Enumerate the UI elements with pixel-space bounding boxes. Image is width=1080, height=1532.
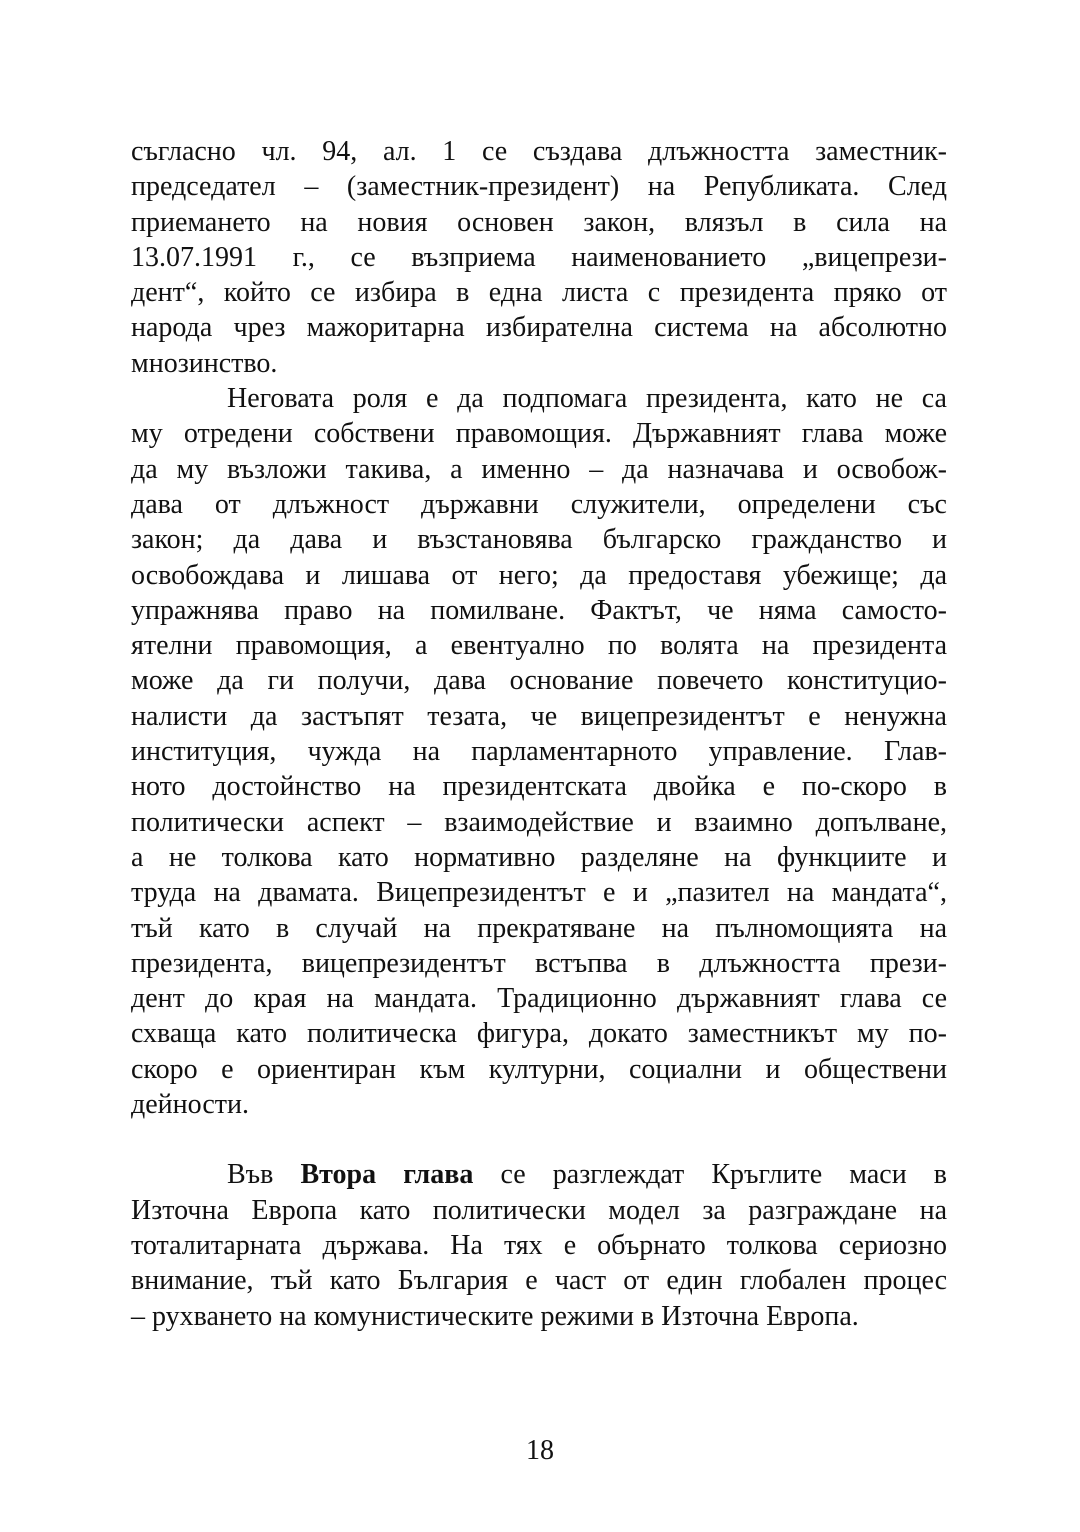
text-line: а не толкова като нормативно разделяне на функциите и <box>131 841 947 873</box>
text-line: дент до края на мандата. Традиционно държавният глава се <box>131 983 947 1015</box>
text-line: ното достойнство на президентската двойка е по-скоро в <box>131 771 947 803</box>
text-line: схваща като политическа фигура, докато заместникът му по- <box>131 1018 947 1050</box>
text-line: Неговата роля е да подпомага президента, като не са <box>227 383 947 415</box>
text-line: президента, вицепрезидентът встъпва в длъжността прези- <box>131 947 947 979</box>
text-line: мнозинство. <box>131 347 278 379</box>
chapter-reference: Втора глава <box>300 1159 474 1191</box>
text-line: 13.07.1991 г., се възприема наименованието „вицепрези- <box>131 241 947 273</box>
paragraph-2 <box>131 381 947 1122</box>
text-line: ятелни правомощия, а евентуално по волята на президента <box>131 630 947 662</box>
document-page <box>131 134 947 1334</box>
text-line: дава от длъжност държавни служители, определени със <box>131 488 947 520</box>
text-line: съгласно чл. 94, ал. 1 се създава длъжността заместник- <box>131 136 947 167</box>
text-line: закон; да дава и възстановява българско гражданство и <box>131 524 947 556</box>
text-line: упражнява право на помилване. Фактът, че няма самосто- <box>131 594 947 626</box>
text-run: се разглеждат Кръглите маси в <box>473 1159 948 1191</box>
text-line: налисти да застъпят тезата, че вицепрезидентът е ненужна <box>131 700 947 732</box>
text-line: народа чрез мажоритарна избирателна система на абсолютно <box>131 312 947 344</box>
text-line: приемането на новия основен закон, влязъл в сила на <box>131 206 947 238</box>
text-line: тоталитарната държава. На тях е обърнато толкова сериозно <box>131 1229 947 1261</box>
paragraph-1 <box>131 134 947 381</box>
text-line: председател – (заместник-президент) на Републиката. След <box>131 171 947 203</box>
text-line: може да ги получи, дава основание повечето конституцио- <box>131 665 947 697</box>
text-line: дейности. <box>131 1089 249 1121</box>
text-line: труда на двамата. Вицепрезидентът е и „пазител на мандата“, <box>131 877 947 909</box>
text-line: Източна Европа като политически модел за разграждане на <box>131 1194 947 1226</box>
text-line: внимание, тъй като България е част от един глобален процес <box>131 1265 947 1297</box>
text-line <box>131 1157 947 1192</box>
text-line: да му възложи такива, а именно – да назначава и освобож- <box>131 453 947 485</box>
page-number: 18 <box>526 1435 554 1466</box>
text-line: институция, чужда на парламентарното управление. Глав- <box>131 736 947 768</box>
text-line: – рухването на комунистическите режими в Източна Европа. <box>131 1300 859 1332</box>
paragraph-spacer <box>131 1122 947 1157</box>
text-line: тъй като в случай на прекратяване на пълномощията на <box>131 912 947 944</box>
text-run: Във <box>227 1159 301 1191</box>
text-line: скоро е ориентиран към културни, социални и обществени <box>131 1053 947 1085</box>
text-line: политически аспект – взаимодействие и взаимно допълване, <box>131 806 947 838</box>
text-line: дент“, който се избира в една листа с президента пряко от <box>131 277 947 309</box>
text-line: му отредени собствени правомощия. Държавният глава може <box>131 418 947 450</box>
text-line: освобождава и лишава от него; да предоставя убежище; да <box>131 559 947 591</box>
paragraph-3 <box>131 1157 947 1333</box>
